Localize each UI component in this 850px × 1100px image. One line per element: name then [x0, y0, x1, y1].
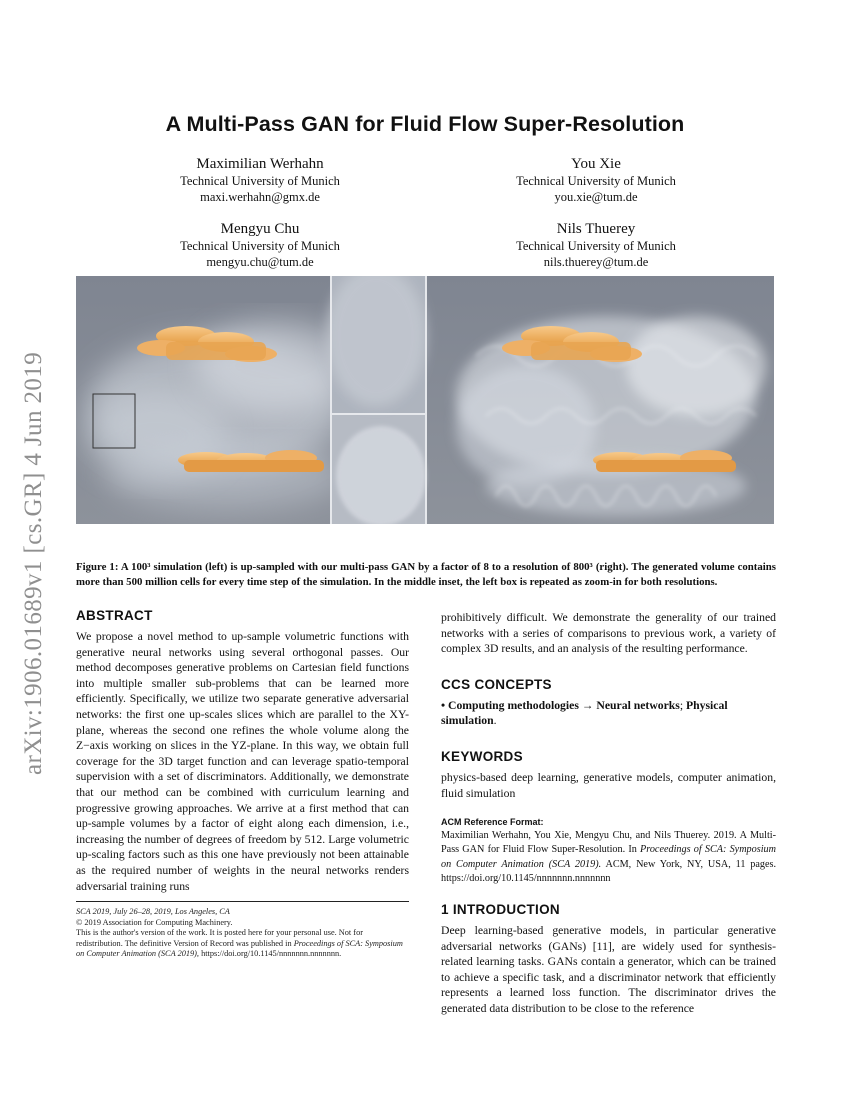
author-name: Nils Thuerey — [556, 221, 636, 237]
acm-reference-venue: Proceedings of SCA: Symposium on Computer Animation (SCA 2019). — [441, 844, 776, 870]
version-notice-venue: Proceedings of SCA: Symposium on Computer Animation (SCA 2019), — [76, 938, 403, 959]
author-block — [446, 220, 746, 270]
footnote-divider — [76, 901, 409, 902]
arxiv-identifier-stamp: arXiv:1906.01689v1 [cs.GR] 4 Jun 2019 — [20, 351, 47, 775]
version-notice-doi[interactable]: https://doi.org/10.1145/nnnnnnn.nnnnnnn. — [201, 949, 342, 959]
author-block — [110, 220, 410, 270]
teaser-figure — [76, 276, 774, 524]
author-name: You Xie — [571, 156, 621, 172]
ccs-heading: CCS CONCEPTS — [441, 676, 552, 692]
abstract-continued: prohibitively difficult. We demonstrate the generality of our trained networks with a series of comparisons to previous work, a variety of complex 3D results, and an analysis of the resulting performance. — [441, 611, 776, 656]
abstract-heading: ABSTRACT — [76, 608, 153, 623]
abstract-text: We propose a novel method to up-sample volumetric functions with generative neural networks using several orthogonal passes. Our method decomposes generative problems on Cartesian field functions into multiple smaller sub-problems that can be learned more efficiently. Specifically, we utilize two separate generative adversarial networks: the first one up-scales slices which are parallel to the XY-plane, whereas the second one refines the whole volume along the Z−axis working on slices in the YZ-plane. In this way, we obtain full coverage for the 3D target function and can leverage spatio-temporal supervision with a set of discriminators. Additionally, we demonstrate that our method can be combined with curriculum learning and progressive growing approaches. We arrive at a first method that can up-sample volumes by a factor of eight along each dimension, i.e., increasing the number of degrees of freedom by 512. Large volumetric up-scaling factors such as this one have previously not been attainable as the required number of weights in the neural networks renders adversarial training runs — [76, 630, 409, 893]
ccs-separator: ; — [679, 698, 684, 712]
author-email: you.xie@tum.de — [554, 190, 638, 204]
acm-reference-authors: Maximilian Werhahn, You Xie, Mengyu Chu, and Nils Thuerey. 2019. A Multi-Pass GAN for Fluid Flow Super-Resolution. In — [441, 830, 776, 856]
high-resolution-panel — [456, 316, 766, 516]
ccs-item: Computing methodologies — [448, 698, 579, 712]
caption-label: Figure 1: — [76, 561, 119, 573]
smoke-simulation-image — [76, 276, 774, 524]
keywords-text: physics-based deep learning, generative models, computer animation, fluid simulation — [441, 770, 776, 800]
figure-caption — [76, 560, 776, 589]
version-notice — [76, 928, 409, 960]
arrow-icon: → — [581, 698, 594, 712]
acm-reference — [441, 817, 776, 886]
copyright-line: © 2019 Association for Computing Machinery. — [76, 917, 233, 927]
author-block — [110, 155, 410, 205]
author-email: mengyu.chu@tum.de — [206, 255, 314, 269]
author-email: maxi.werhahn@gmx.de — [200, 190, 320, 204]
rotor-bottom-left — [178, 450, 324, 472]
rotor-bottom-right — [593, 450, 736, 472]
author-email: nils.thuerey@tum.de — [543, 255, 649, 269]
author-affiliation: Technical University of Munich — [180, 239, 340, 253]
ccs-item: Physical simulation — [441, 698, 728, 728]
ccs-item: Neural networks — [596, 698, 680, 712]
author-name: Maximilian Werhahn — [196, 156, 324, 172]
introduction-text: Deep learning-based generative models, in particular generative adversarial networks (GANs) [11], are widely used for synthesis-related learning tasks. GANs contain a generator, which can be trained to achieve a specific task, and a discriminator network that efficiently represents a learned loss function. The discriminator drives the generated data distribution to be close to the reference — [441, 923, 776, 1015]
paper-title: A Multi-Pass GAN for Fluid Flow Super-Resolution — [165, 112, 685, 136]
acm-reference-text — [441, 829, 776, 886]
zoom-inset — [326, 276, 426, 524]
footnotes — [76, 907, 409, 960]
left-column — [76, 608, 409, 894]
ccs-concepts — [441, 698, 776, 729]
ccs-end: . — [493, 714, 497, 728]
conference-line: SCA 2019, July 26–28, 2019, Los Angeles, CA — [76, 907, 230, 916]
right-column — [441, 610, 776, 1017]
author-name: Mengyu Chu — [220, 221, 300, 237]
author-affiliation: Technical University of Munich — [180, 174, 340, 188]
ccs-bullet: • — [441, 698, 446, 712]
keywords-heading: KEYWORDS — [441, 748, 523, 764]
introduction-heading: 1 INTRODUCTION — [441, 901, 560, 917]
author-affiliation: Technical University of Munich — [516, 174, 676, 188]
acm-reference-tail: ACM, New York, NY, USA, 11 pages. https://doi.org/10.1145/nnnnnnn.nnnnnnn — [441, 858, 776, 884]
caption-text: A 100³ simulation (left) is up-sampled with our multi-pass GAN by a factor of 8 to a resolution of 800³ (right). The generated volume contains more than 500 million cells for every time step of the simulation. In the middle inset, the left box is repeated as zoom-in for both resolutions. — [76, 561, 776, 588]
version-notice-text: This is the author's version of the work. It is posted here for your personal use. Not for redistribution. The definitive Version of Record was published in — [76, 928, 363, 948]
acm-reference-heading: ACM Reference Format: — [441, 817, 544, 828]
author-block — [446, 155, 746, 205]
author-affiliation: Technical University of Munich — [516, 239, 676, 253]
